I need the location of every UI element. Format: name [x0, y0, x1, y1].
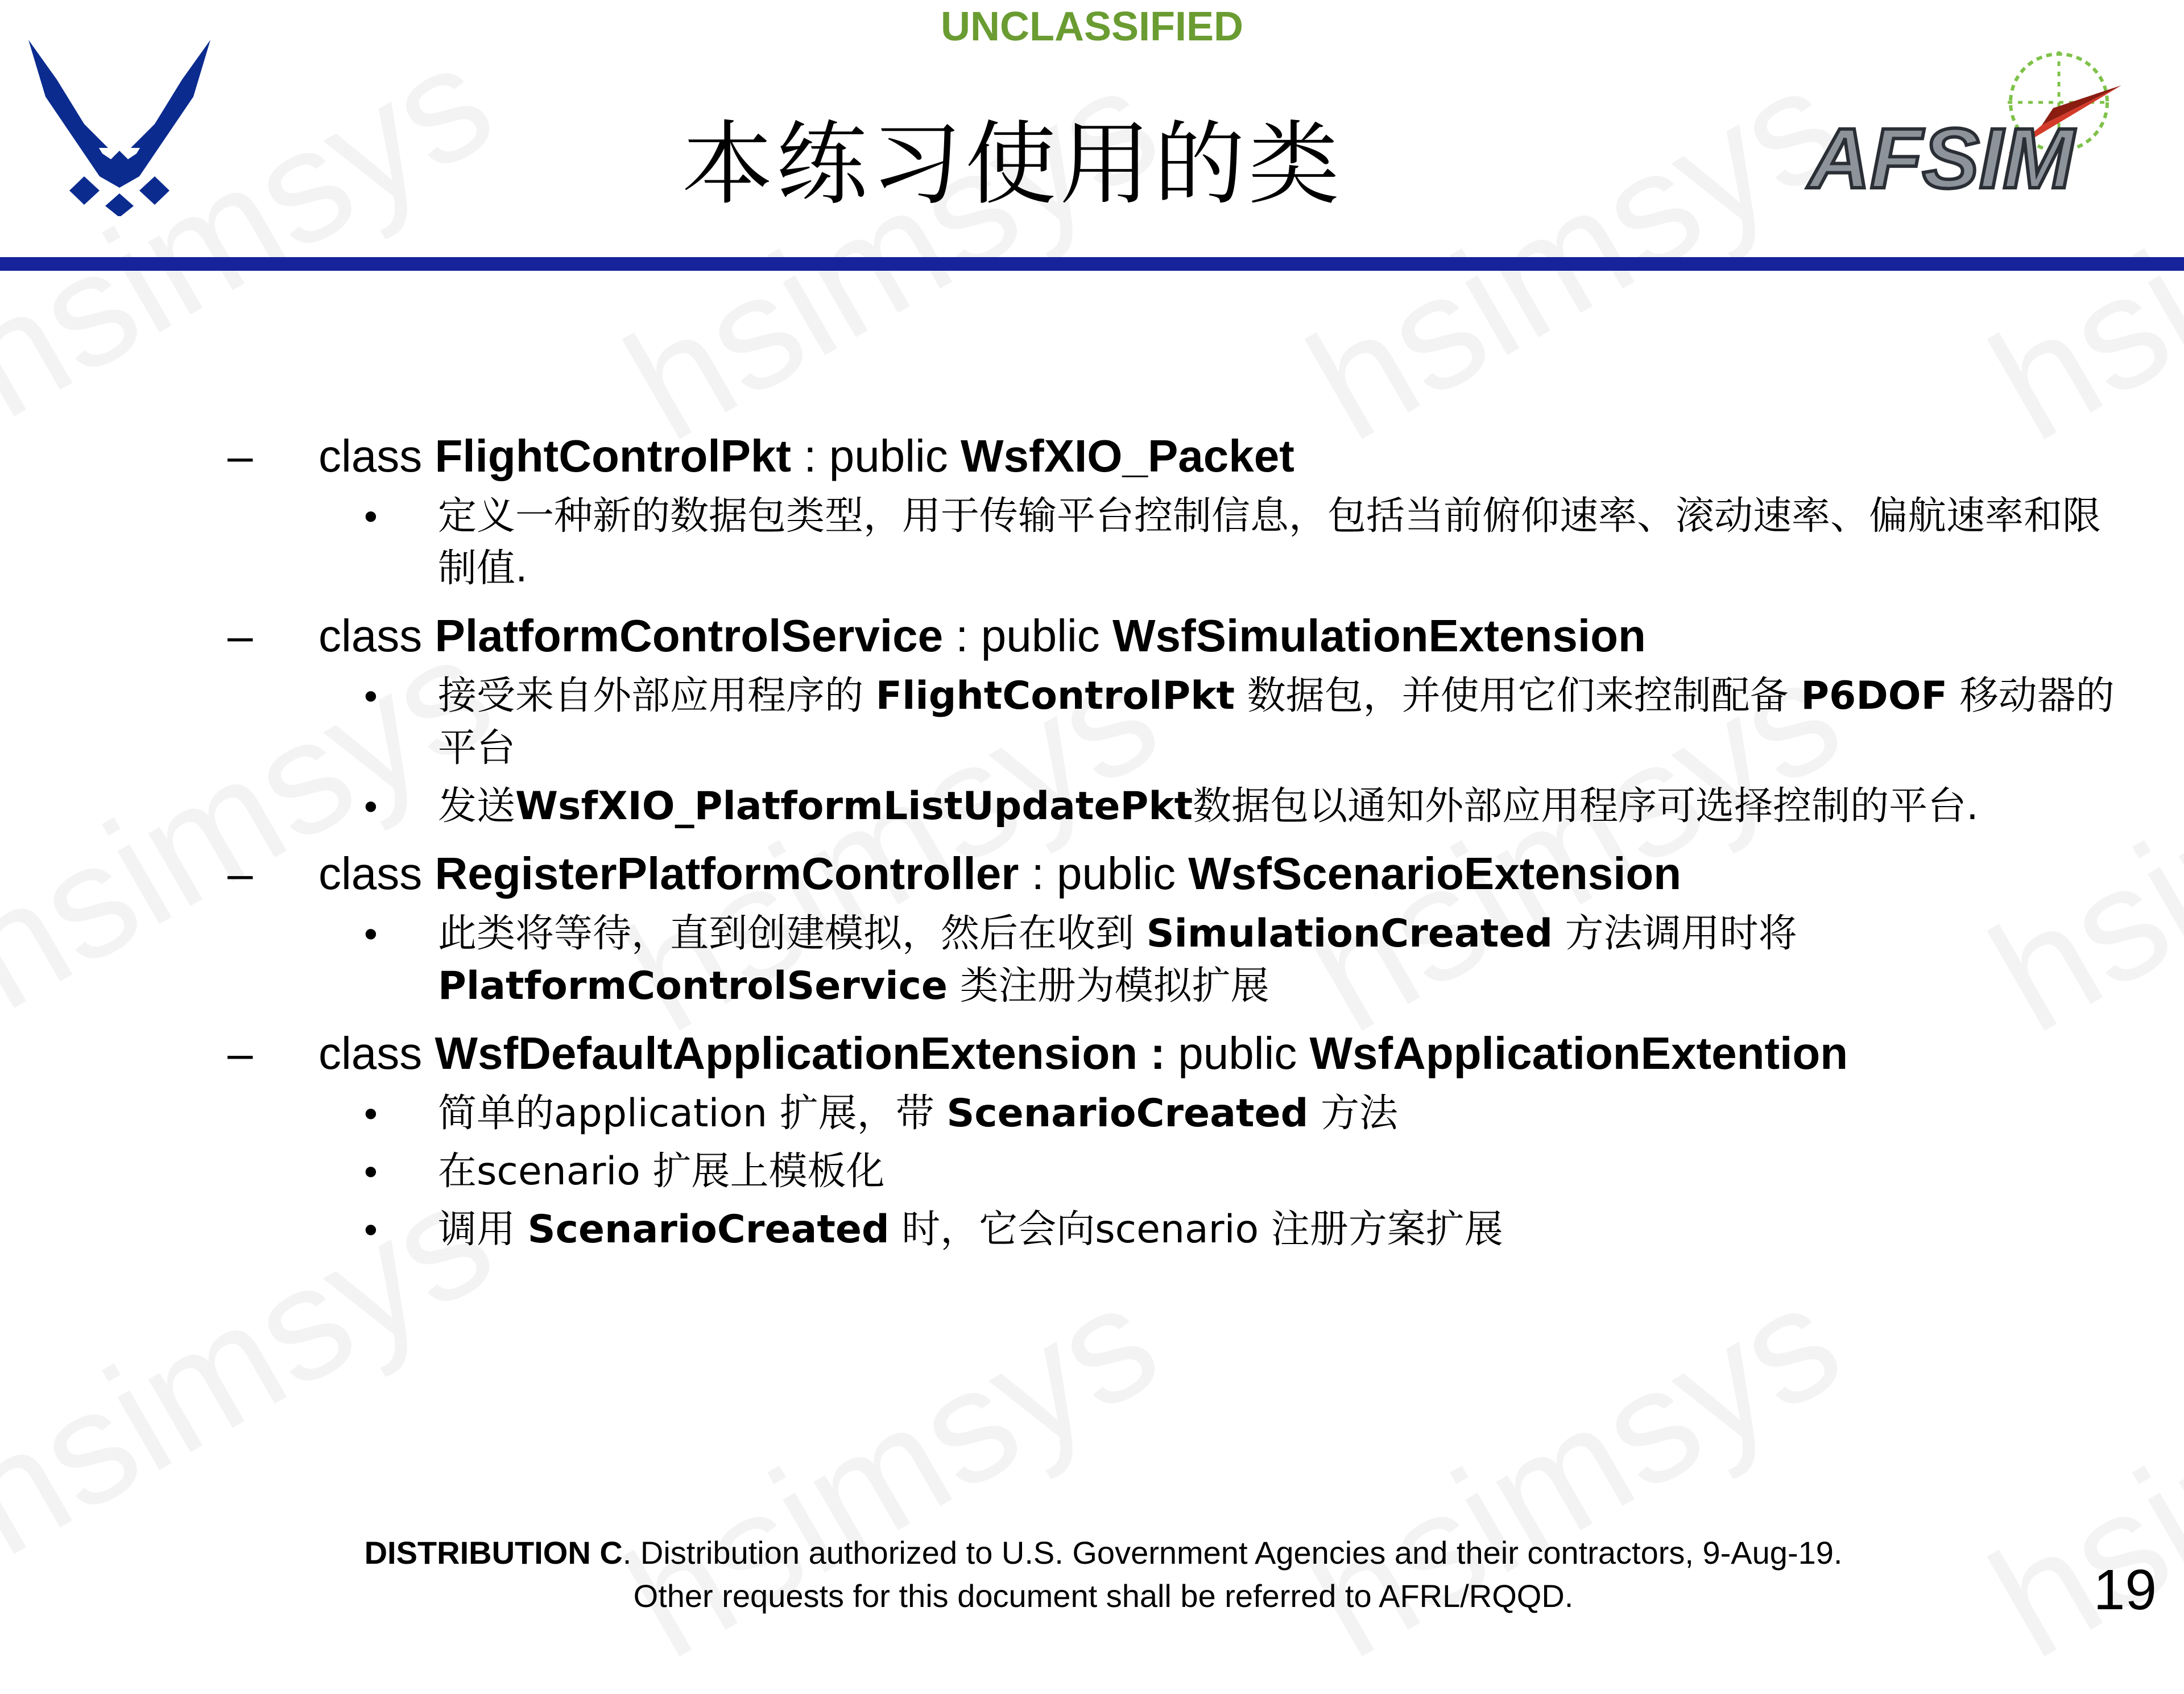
slide-title: 本练习使用的类	[681, 111, 1343, 217]
list-item-level1	[228, 1025, 2121, 1082]
dash-marker: –	[228, 610, 253, 661]
dash-marker: –	[228, 848, 253, 899]
item-text: class RegisterPlatformController : public WsfScenarioExtension	[318, 848, 1682, 899]
list-item-level1	[228, 608, 2121, 664]
item-text: 定义一种新的数据包类型，用于传输平台控制信息，包括当前俯仰速率、滚动速率、偏航速率和限制值.	[438, 494, 2102, 591]
bullet-marker: •	[364, 785, 378, 828]
item-text: 在scenario 扩展上模板化	[438, 1149, 885, 1194]
bullet-marker: •	[364, 495, 378, 538]
list-item-level2	[228, 1146, 2121, 1198]
item-text: class PlatformControlService : public WsfSimulationExtension	[318, 610, 1646, 661]
afsim-logo-text: AFSIM	[1809, 110, 2074, 206]
item-text: 简单的application 扩展，带 ScenarioCreated 方法	[438, 1091, 1398, 1136]
watermark	[1962, 1248, 2184, 1694]
bullet-marker: •	[364, 675, 378, 718]
list-item-level2	[228, 780, 2121, 833]
item-text: class FlightControlPkt : public WsfXIO_Packet	[318, 431, 1294, 481]
dash-marker: –	[228, 1028, 253, 1079]
distribution-text: . Distribution authorized to U.S. Government Agencies and their contractors, 9-Aug-19.	[622, 1535, 1843, 1571]
bullet-marker: •	[364, 1208, 378, 1251]
item-text: 调用 ScenarioCreated 时，它会向scenario 注册方案扩展	[438, 1207, 1503, 1252]
distribution-label: DISTRIBUTION C	[364, 1535, 623, 1571]
afsim-logo	[1803, 46, 2144, 216]
list-item-level2	[228, 1204, 2121, 1256]
classification-label: UNCLASSIFIED	[940, 4, 1244, 49]
item-text: 发送WsfXIO_PlatformListUpdatePkt数据包以通知外部应用程序可选择控制的平台.	[438, 784, 1979, 829]
list-item-level2	[228, 908, 2121, 1013]
list-item-level1	[228, 428, 2121, 485]
page-number: 19	[2093, 1558, 2157, 1622]
list-item-level2	[228, 490, 2121, 595]
bullet-marker: •	[364, 912, 378, 956]
list-item-level1	[228, 845, 2121, 902]
list-item-level2	[228, 1088, 2121, 1140]
list-item-level2	[228, 670, 2121, 775]
content-list	[228, 415, 2121, 1256]
bullet-marker: •	[364, 1150, 378, 1193]
bullet-marker: •	[364, 1092, 378, 1135]
item-text: class WsfDefaultApplicationExtension : public WsfApplicationExtention	[318, 1028, 1848, 1079]
watermark	[1280, 1248, 1869, 1694]
distribution-statement	[0, 1531, 2184, 1618]
header-rule	[0, 257, 2184, 271]
distribution-text-line2: Other requests for this document shall be referred to AFRL/RQQD.	[633, 1578, 1574, 1614]
watermark	[597, 1248, 1186, 1694]
item-text: 此类将等待，直到创建模拟，然后在收到 SimulationCreated 方法调用时将 PlatformControlService 类注册为模拟扩展	[438, 911, 1797, 1009]
dash-marker: –	[228, 431, 253, 481]
item-text: 接受来自外部应用程序的 FlightControlPkt 数据包，并使用它们来控制配备 P6DOF 移动器的平台	[438, 674, 2115, 771]
